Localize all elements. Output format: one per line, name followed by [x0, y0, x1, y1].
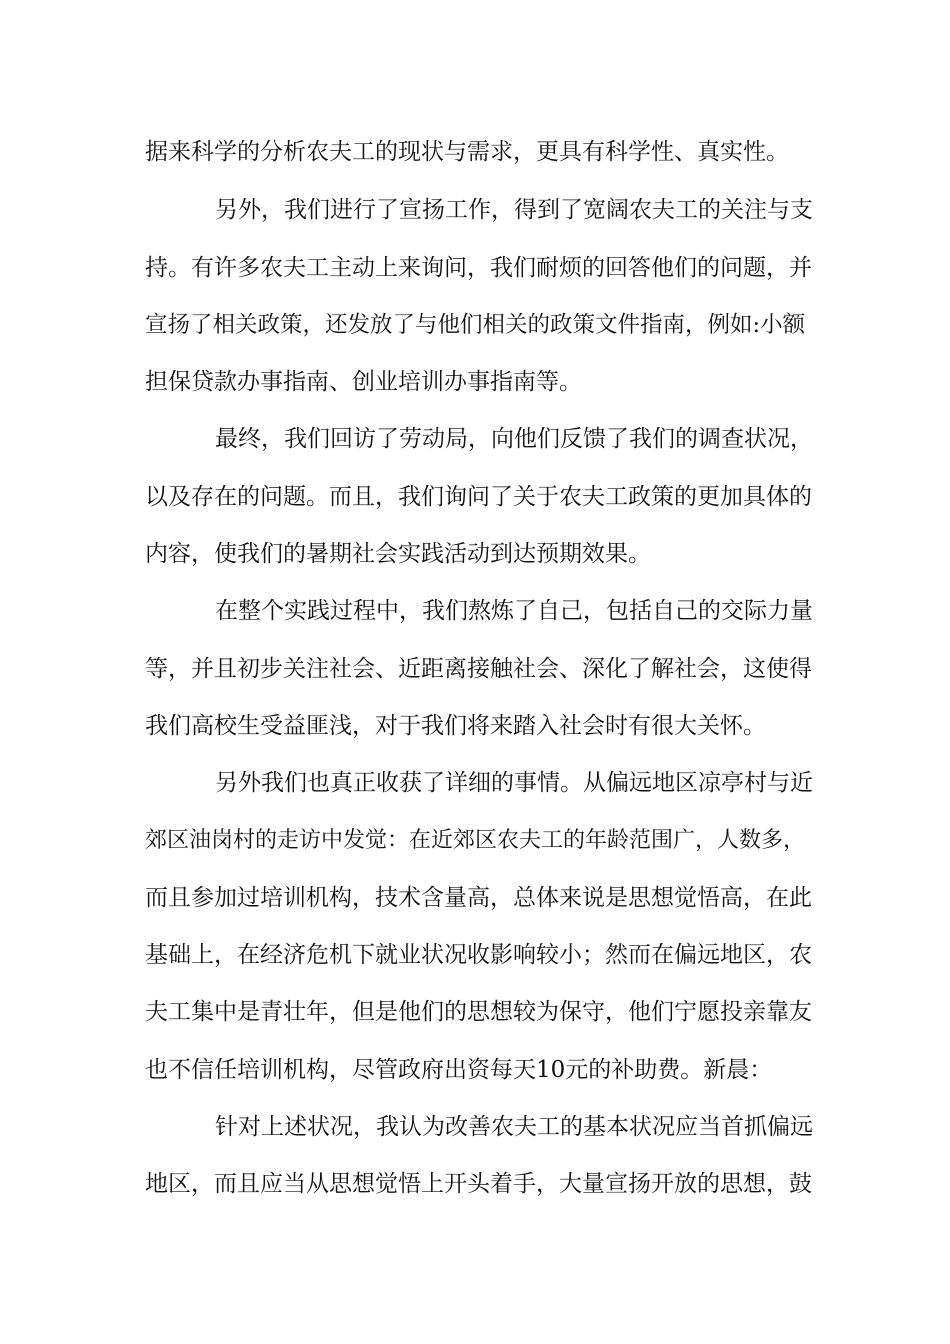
text-line: 而且参加过培训机构，技术含量高，总体来说是思想觉悟高，在此 [145, 885, 812, 911]
text-line: 等，并且初步关注社会、近距离接触社会、深化了解社会，这使得 [145, 656, 812, 682]
paragraph-first-line: 最终，我们回访了劳动局，向他们反馈了我们的调查状况， [215, 426, 813, 452]
text-line: 郊区油岗村的走访中发觉：在近郊区农夫工的年龄范围广，人数多， [145, 828, 806, 853]
text-line: 地区，而且应当从思想觉悟上开头着手，大量宣扬开放的思想，鼓 [145, 1171, 812, 1197]
paragraph-first-line: 另外我们也真正收获了详细的事情。从偏远地区凉亭村与近 [215, 770, 813, 796]
text-line: 以及存在的问题。而且，我们询问了关于农夫工政策的更加具体的 [145, 484, 812, 510]
text-line: 宣扬了相关政策，还发放了与他们相关的政策文件指南，例如:小额 [145, 312, 806, 338]
text-line: 基础上，在经济危机下就业状况收影响较小；然而在偏远地区，农 [145, 942, 812, 968]
paragraph-first-line: 另外，我们进行了宣扬工作，得到了宽阔农夫工的关注与支 [215, 197, 813, 223]
text-line: 据来科学的分析农夫工的现状与需求，更具有科学性、真实性。 [145, 139, 789, 165]
paragraph-first-line: 针对上述状况，我认为改善农夫工的基本状况应当首抓偏远 [215, 1114, 813, 1140]
paragraph-first-line: 在整个实践过程中，我们熬炼了自己，包括自己的交际力量 [215, 598, 813, 624]
text-line: 夫工集中是青壮年，但是他们的思想较为保守，他们宁愿投亲靠友 [145, 999, 812, 1025]
text-line: 也不信任培训机构，尽管政府出资每天10元的补助费。新晨： [145, 1057, 773, 1083]
text-line: 持。有许多农夫工主动上来询问，我们耐烦的回答他们的问题，并 [145, 255, 812, 281]
text-line: 我们高校生受益匪浅，对于我们将来踏入社会时有很大关怀。 [145, 713, 766, 739]
text-line: 内容，使我们的暑期社会实践活动到达预期效果。 [145, 541, 651, 567]
text-line: 担保贷款办事指南、创业培训办事指南等。 [145, 369, 582, 395]
